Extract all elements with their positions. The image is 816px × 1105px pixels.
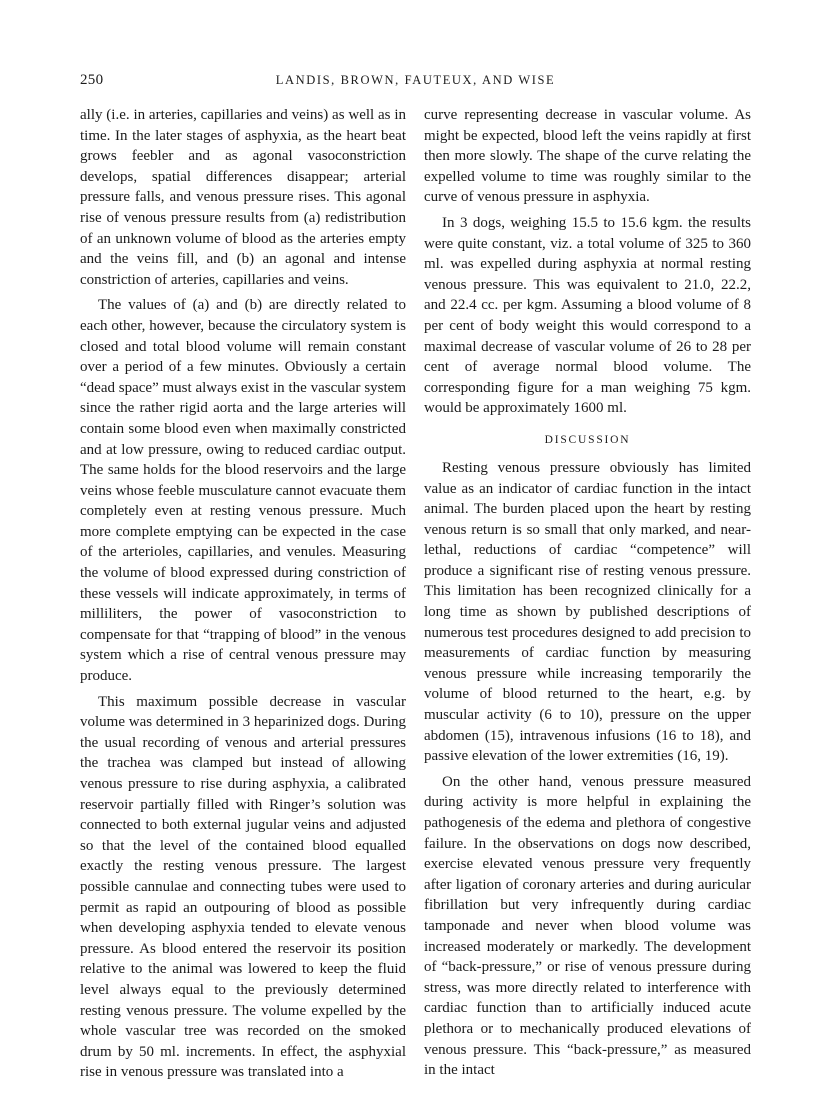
- running-head: LANDIS, BROWN, FAUTEUX, AND WISE: [275, 73, 556, 87]
- left-column: [80, 105, 406, 1088]
- page-header: [80, 72, 751, 94]
- page-number: 250: [80, 72, 104, 88]
- paragraph-dead-space: The values of (a) and (b) are directly related to each other, however, because the circulatory system is closed and total blood volume will remain constant over a period of a few minutes. Obviously a certain “dead space” must always exist in the vascular system since the rather rigid aorta and the large arteries will contain some blood even when maximally constricted and at low pressure, owing to reduced cardiac output. The same holds for the blood reservoirs and the large veins whose feeble musculature cannot evacuate them completely even at resting venous pressure. Much more complete emptying can be expected in the case of the arterioles, capillaries, and venules. Measuring the volume of blood expressed during constriction of these vessels will indicate approximately, in terms of milliliters, the power of vasoconstriction to compensate for that “trapping of blood” in the venous system which a rise of central venous pressure may produce.: [80, 297, 406, 685]
- paragraph-discussion-2: On the other hand, venous pressure measured during activity is more helpful in explaining the pathogenesis of the edema and plethora of congestive failure. In the observations on dogs now described, exercise elevated venous pressure very frequently after ligation of coronary arteries and during auricular fibrillation but very infrequently during cardiac tamponade and never when blood volume was increased moderately or markedly. The development of “back-pressure,” or rise of venous pressure during stress, was more directly related to interference with cardiac function than to artificially induced acute plethora or to mechanically produced elevations of venous pressure. This “back-pressure,” as measured in the intact: [424, 773, 751, 1079]
- section-heading-discussion: DISCUSSION: [544, 433, 631, 446]
- paragraph-curve: curve representing decrease in vascular volume. As might be expected, blood left the veins rapidly at first then more slowly. The shape of the curve relating the expelled volume to time was roughly similar to the curve of venous pressure in asphyxia.: [424, 107, 751, 206]
- paragraph-discussion-1: Resting venous pressure obviously has limited value as an indicator of cardiac function in the intact animal. The burden placed upon the heart by resting venous return is so small that only marked, and near-lethal, reductions of cardiac “competence” will produce a significant rise of resting venous pressure. This limitation has been recognized clinically for a long time as shown by published descriptions of numerous test procedures designed to add precision to measurements of cardiac function by measuring venous pressure while increasing temporarily the volume of blood returned to the heart, e.g. by muscular activity (6 to 10), pressure on the upper abdomen (15), intravenous infusions (16 to 18), and passive elevation of the lower extremities (16, 19).: [424, 459, 751, 765]
- paragraph-continued: ally (i.e. in arteries, capillaries and veins) as well as in time. In the later stages of asphyxia, as the heart beat grows feebler and as agonal vasoconstriction develops, spatial differences disappear; arterial pressure falls, and venous pressure rises. This agonal rise of venous pressure results from (a) redistribution of an unknown volume of blood as the arteries empty and the veins fill, and (b) an agonal and intense constriction of arteries, capillaries and veins.: [80, 107, 406, 288]
- right-column: [424, 105, 751, 1086]
- paragraph-results: In 3 dogs, weighing 15.5 to 15.6 kgm. the results were quite constant, viz. a total volume of 325 to 360 ml. was expelled during asphyxia at normal resting venous pressure. This was equivalent to 21.0, 22.2, and 22.4 cc. per kgm. Assuming a blood volume of 8 per cent of body weight this would correspond to a maximal decrease of vascular volume of 26 to 28 per cent of average normal blood volume. The corresponding figure for a man weighing 75 kgm. would be approximately 1600 ml.: [424, 214, 751, 417]
- paragraph-method: This maximum possible decrease in vascular volume was determined in 3 heparinized dogs. During the usual recording of venous and arterial pressures the trachea was clamped but instead of allowing venous pressure to rise during asphyxia, a calibrated reservoir partially filled with Ringer’s solution was connected to both external jugular veins and adjusted so that the level of the contained blood equalled exactly the resting venous pressure. The largest possible cannulae and connecting tubes were used to permit as rapid an outpouring of blood as possible when developing asphyxia tended to elevate venous pressure. As blood entered the reservoir its position relative to the animal was lowered to keep the fluid level always equal to the previously determined resting venous pressure. The volume expelled by the whole vascular tree was recorded on the smoked drum by 50 ml. increments. In effect, the asphyxial rise in venous pressure was translated into a: [80, 693, 406, 1081]
